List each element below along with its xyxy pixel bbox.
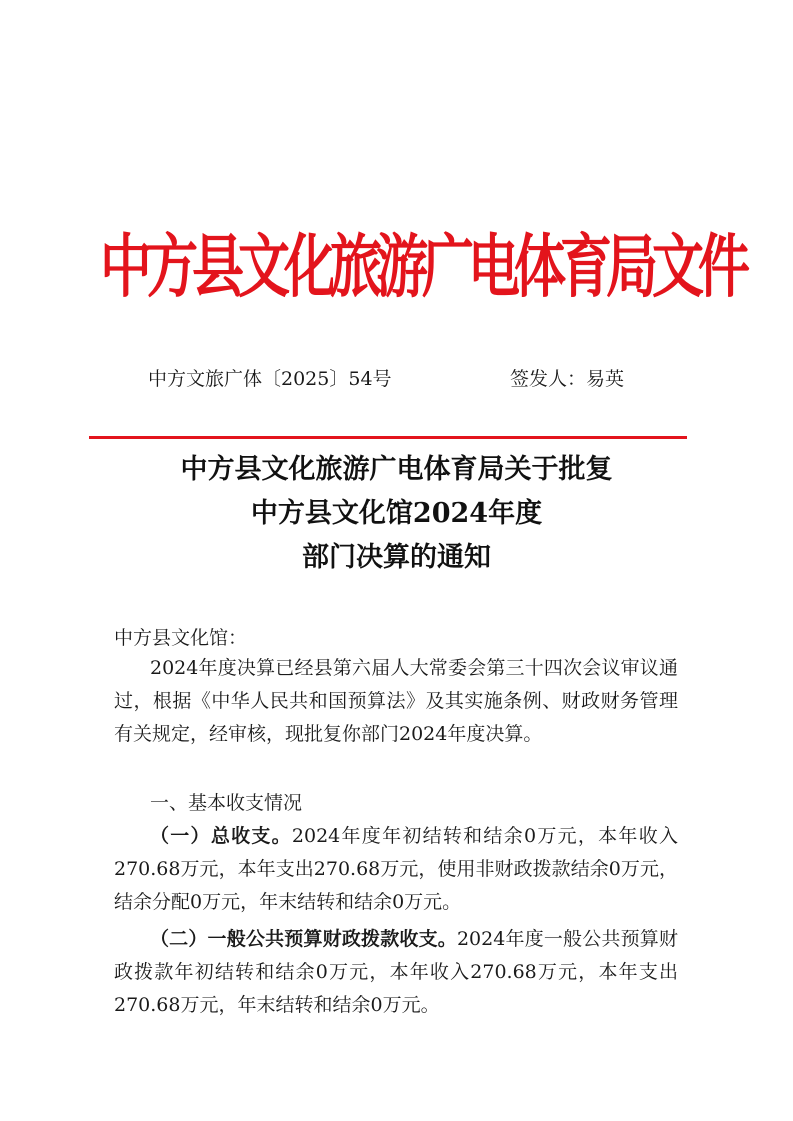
document-title-line-2: 中方县文化馆2024年度	[250, 498, 543, 529]
body-paragraph-1: 2024年度决算已经县第六届人大常委会第三十四次会议审议通过，根据《中华人民共和国预算法》及其实施条例、财政财务管理有关规定，经审核，现批复你部门2024年度决算。	[114, 657, 678, 745]
item-lead-general-budget: （二）一般公共预算财政拨款收支。	[150, 928, 457, 950]
document-title-line-1: 中方县文化旅游广电体育局关于批复	[180, 454, 613, 485]
document-number: 中方文旅广体〔2025〕54号	[148, 368, 392, 390]
item-text-total: 2024年度年初结转和结余0万元，本年收入270.68万元，本年支出270.68万元，使用非财政拨款结余0万元，结余分配0万元，年末结转和结余0万元。	[114, 825, 678, 913]
recipient: 中方县文化馆：	[114, 627, 248, 649]
body-paragraph-general-budget	[114, 923, 678, 1022]
item-lead-total: （一）总收支。	[150, 825, 292, 847]
signer: 签发人：易英	[510, 368, 625, 390]
section-heading-basic-income-expenditure: 一、基本收支情况	[150, 792, 303, 814]
document-title-line-3: 部门决算的通知	[302, 542, 491, 573]
body-paragraph-total-income-expenditure	[114, 820, 678, 919]
red-divider-line	[89, 436, 687, 439]
issuer-banner: 中方县文化旅游广电体育局文件	[100, 227, 745, 308]
item-text-general-budget: 2024年度一般公共预算财政拨款年初结转和结余0万元，本年收入270.68万元，本年支出270.68万元，年末结转和结余0万元。	[114, 928, 678, 1016]
